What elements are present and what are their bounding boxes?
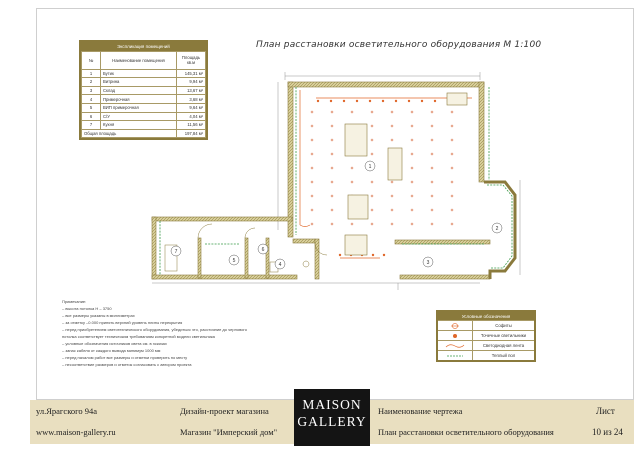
explication-header: Экспликация помещений <box>81 42 206 51</box>
point-light-mark <box>451 195 453 197</box>
point-light-icon <box>438 331 473 340</box>
point-light-mark <box>331 125 333 127</box>
note-line: Примечание: <box>62 299 87 304</box>
point-light-mark <box>351 181 353 183</box>
total-value: 197,84 м² <box>177 129 206 138</box>
point-light-mark <box>431 181 433 183</box>
point-light-mark <box>411 209 413 211</box>
col-area: Площадь кв.м <box>177 52 206 70</box>
cell-area: 9,94 м² <box>177 78 206 87</box>
legend-label: Светодиодная лента <box>482 343 525 348</box>
point-light-mark <box>411 111 413 113</box>
cell-area: 11,56 м² <box>177 121 206 130</box>
spotlight-mark <box>372 254 374 256</box>
room-number: 5 <box>232 257 236 264</box>
legend-item <box>438 340 534 350</box>
point-light-mark <box>391 223 393 225</box>
point-light-mark <box>311 139 313 141</box>
point-light-mark <box>371 181 373 183</box>
point-light-mark <box>331 111 333 113</box>
point-light-mark <box>451 223 453 225</box>
point-light-mark <box>391 181 393 183</box>
point-light-mark <box>431 139 433 141</box>
point-light-mark <box>431 125 433 127</box>
website-link[interactable]: www.maison-gallery.ru <box>36 427 116 437</box>
cell-area: 9,64 м² <box>177 103 206 112</box>
room-number: 7 <box>174 248 178 255</box>
point-light-mark <box>411 139 413 141</box>
point-light-mark <box>411 195 413 197</box>
spotlight-mark <box>369 100 371 102</box>
point-light-mark <box>331 195 333 197</box>
point-light-mark <box>451 125 453 127</box>
cell-area: 3,68 м² <box>177 95 206 104</box>
point-light-mark <box>391 139 393 141</box>
point-light-mark <box>411 153 413 155</box>
point-light-mark <box>371 209 373 211</box>
dimmer-icon <box>438 351 473 360</box>
cell-area: 4,04 м² <box>177 112 206 121</box>
legend-item <box>438 320 534 330</box>
spotlight-mark <box>356 100 358 102</box>
point-light-mark <box>431 153 433 155</box>
note-line: – условные обозначения источников света см. в эскизах <box>62 341 167 346</box>
point-light-mark <box>451 181 453 183</box>
room-number: 1 <box>368 163 372 170</box>
drawing-label: Наименование чертежа <box>378 406 463 416</box>
point-light-mark <box>331 181 333 183</box>
point-light-mark <box>451 167 453 169</box>
legend-label: Точечные светильники <box>480 333 527 338</box>
cell-no: 2 <box>82 78 101 87</box>
point-light-mark <box>351 223 353 225</box>
cell-name: Витрина <box>101 78 177 87</box>
spotlight-mark <box>382 100 384 102</box>
shop-name: Магазин "Имперский дом" <box>180 427 278 437</box>
point-light-mark <box>411 167 413 169</box>
cell-name: ВИП примерочная <box>101 103 177 112</box>
room-labels <box>171 161 502 269</box>
col-no: № <box>82 52 101 70</box>
point-light-mark <box>311 209 313 211</box>
total-label: Общая площадь <box>82 129 177 138</box>
point-light-mark <box>371 139 373 141</box>
note-line: – высота потолка H – 3750 <box>62 306 112 311</box>
legend-label: Теплый пол <box>491 353 516 358</box>
point-light-mark <box>391 195 393 197</box>
legend-header: Условные обозначения <box>438 312 534 320</box>
cell-name: Склад <box>101 86 177 95</box>
note-line: – перед началом работ все размеры и отметки проверить по месту <box>62 355 188 360</box>
point-light-mark <box>311 125 313 127</box>
point-light-mark <box>371 153 373 155</box>
cell-area: 145,31 м² <box>177 69 206 78</box>
cell-no: 7 <box>82 121 101 130</box>
point-light-mark <box>451 111 453 113</box>
spotlight-mark <box>343 100 345 102</box>
point-light-mark <box>411 181 413 183</box>
point-light-mark <box>391 125 393 127</box>
point-light-mark <box>331 209 333 211</box>
point-light-mark <box>431 209 433 211</box>
note-line: – перед приобретением светотехнического оборудования, убедиться что, расстояние до чернового <box>62 327 247 332</box>
cell-area: 13,67 м² <box>177 86 206 95</box>
spotlight-mark <box>408 100 410 102</box>
cell-name: Примерочная <box>101 95 177 104</box>
notes-block <box>62 298 382 368</box>
spotlight-mark <box>395 100 397 102</box>
col-name: Наименование помещения <box>101 52 177 70</box>
point-light-mark <box>451 209 453 211</box>
point-light-mark <box>451 153 453 155</box>
project-name: Дизайн-проект магазина <box>180 406 269 416</box>
point-light-mark <box>431 167 433 169</box>
spotlight-mark <box>383 254 385 256</box>
point-light-mark <box>411 223 413 225</box>
maison-gallery-logo: MAISON GALLERY <box>294 389 370 446</box>
spotlight-icon <box>438 321 473 330</box>
point-light-mark <box>431 111 433 113</box>
led-strips <box>300 90 472 258</box>
note-line: потолка соответствует техническим требованиям конкретной модели светильника <box>62 334 215 339</box>
point-light-mark <box>331 139 333 141</box>
point-light-mark <box>391 209 393 211</box>
point-light-mark <box>431 223 433 225</box>
point-light-mark <box>371 195 373 197</box>
point-light-mark <box>391 111 393 113</box>
point-light-mark <box>331 223 333 225</box>
point-light-mark <box>351 167 353 169</box>
drawing-title: План расстановки осветительного оборудования М 1:100 <box>256 40 542 50</box>
spotlight-mark <box>330 100 332 102</box>
note-line: – несоответствие размеров и отметок согласовать с автором проекта <box>62 362 192 367</box>
note-line: – все размеры указаны в миллиметрах <box>62 313 135 318</box>
spotlight-mark <box>317 100 319 102</box>
cell-no: 3 <box>82 86 101 95</box>
point-light-mark <box>331 167 333 169</box>
sheet-label: Лист <box>596 406 615 416</box>
cell-no: 6 <box>82 112 101 121</box>
point-light-mark <box>311 153 313 155</box>
point-light-mark <box>451 139 453 141</box>
point-light-mark <box>311 223 313 225</box>
point-light-mark <box>411 125 413 127</box>
cell-name: Бутик <box>101 69 177 78</box>
legend-item <box>438 330 534 340</box>
legend <box>436 310 536 362</box>
note-line: – запас кабеля от каждого вывода минимум 1000 мм <box>62 348 161 353</box>
spotlight-mark <box>434 100 436 102</box>
cell-name: Кухня <box>101 121 177 130</box>
room-number: 4 <box>278 261 282 268</box>
cell-no: 5 <box>82 103 101 112</box>
cell-name: С/У <box>101 112 177 121</box>
point-lights <box>311 111 453 225</box>
room-number: 3 <box>426 259 430 266</box>
point-light-mark <box>371 223 373 225</box>
cell-no: 4 <box>82 95 101 104</box>
point-light-mark <box>351 111 353 113</box>
legend-label: Софиты <box>495 323 512 328</box>
point-light-mark <box>371 125 373 127</box>
point-light-mark <box>311 167 313 169</box>
legend-item <box>438 350 534 360</box>
walls <box>152 82 490 279</box>
room-number: 2 <box>495 225 499 232</box>
point-light-mark <box>371 111 373 113</box>
led-strip-icon <box>438 341 473 350</box>
point-light-mark <box>331 153 333 155</box>
drawing-name: План расстановки осветительного оборудования <box>378 427 554 437</box>
note-line: – за отметку –0.000 принять верхний уровень плиты перекрытия <box>62 320 183 325</box>
spotlight-mark <box>339 254 341 256</box>
room-number: 6 <box>261 246 265 253</box>
point-light-mark <box>311 181 313 183</box>
address: ул.Ярагского 94а <box>36 406 98 416</box>
point-light-mark <box>431 195 433 197</box>
furniture <box>345 93 467 255</box>
spotlight-mark <box>421 100 423 102</box>
cell-no: 1 <box>82 69 101 78</box>
sheet-number: 10 из 24 <box>592 427 623 437</box>
point-light-mark <box>311 111 313 113</box>
point-light-mark <box>311 195 313 197</box>
